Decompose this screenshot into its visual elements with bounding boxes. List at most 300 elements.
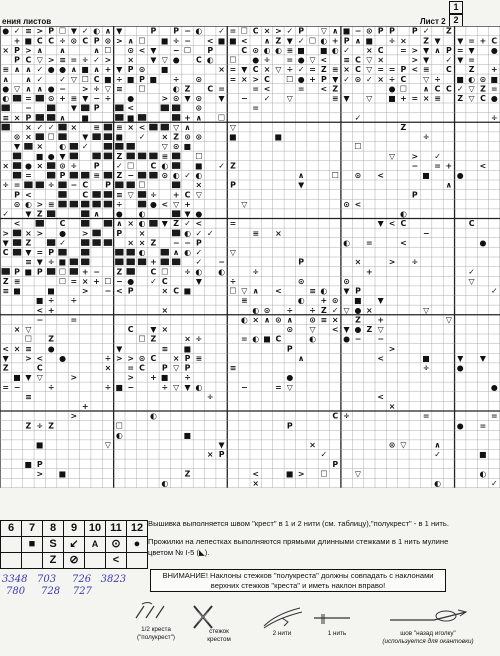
stitch-cell-symbol: × [241,74,248,84]
stitch-cell-symbol: > [116,353,123,363]
stitch-cell-symbol: ◐ [434,479,441,488]
stitch-cell-symbol: P [207,45,214,55]
stitch-cell-symbol: < [127,103,134,113]
stitch-cell-symbol: ● [456,421,464,431]
stitch-cell-symbol: ⊙ [309,315,316,325]
stitch-cell-filled [104,172,112,179]
stitch-cell-symbol: × [263,65,271,75]
stitch-cell-symbol: × [252,315,259,325]
stitch-cell-symbol: ≡ [59,55,66,65]
stitch-cell-symbol: C [25,55,32,65]
stitch-cell-symbol: ⊙ [343,276,350,286]
stitch-cell-symbol: ≡ [116,190,123,200]
page-number-2[interactable]: 2 [449,14,463,27]
stitch-cell-symbol: = [275,382,282,392]
stitch-cell-symbol: < [36,305,44,315]
stitch-cell-filled [104,191,112,198]
stitch-cell-symbol: ▼ [150,325,157,335]
stitch-cell-symbol: ÷ [70,161,78,171]
stitch-cell-symbol: > [81,286,89,296]
stitch-cell-filled [2,105,10,112]
stitch-cell-symbol: − [93,94,100,104]
stitch-cell-symbol: < [331,325,339,335]
stitch-cell-symbol: ☐ [104,276,112,286]
stitch-cell-filled [104,220,112,227]
stitch-cell-symbol: ⊙ [354,74,362,84]
stitch-cell-symbol: ✓ [491,286,498,296]
stitch-cell-symbol: × [138,238,146,248]
stitch-cell-symbol: ∧ [104,26,112,36]
stitch-cell-symbol: ☐ [161,267,169,277]
stitch-cell-symbol: ▽ [241,286,248,296]
stitch-cell-symbol: ÷ [229,276,237,286]
stitch-cell-symbol: ● [59,353,66,363]
stitch-cell-symbol: ▼ [161,219,168,229]
stitch-cell-symbol: ≡ [25,257,32,267]
stitch-cell-symbol: ■ [490,74,499,84]
stitch-cell-symbol: P [298,26,305,36]
stitch-cell-filled [70,201,78,208]
stitch-cell-symbol: − [377,334,384,344]
stitch-cell-symbol: + [47,305,55,315]
stitch-cell-symbol: ÷ [93,84,100,94]
stitch-cell-symbol: Z [2,276,9,286]
stitch-cell-symbol: ▽ [36,373,43,383]
stitch-cell-symbol: = [468,36,475,46]
hand-code: 726 [72,574,92,585]
stitch-cell-symbol: ⊙ [195,132,203,142]
stitch-cell-filled [172,153,180,160]
stitch-cell-symbol: P [230,180,236,190]
stitch-cell-symbol: Z [2,363,9,373]
stitch-cell-symbol: ☐ [24,334,32,344]
stitch-cell-symbol: ▼ [70,26,77,36]
stitch-cell-symbol: ✓ [434,450,441,460]
stitch-cell-symbol: < [206,36,214,46]
stitch-cell-symbol: C [241,45,248,55]
stitch-cell-symbol: Z [36,209,43,219]
stitch-cell-symbol: ● [47,84,55,94]
stitch-cell-symbol: ◐ [115,430,123,440]
stitch-cell-symbol: ● [456,363,464,373]
stitch-cell-symbol: ∧ [25,84,32,94]
stitch-cell-symbol: = [468,55,475,65]
stitch-cell-symbol: ▽ [173,382,180,392]
stitch-cell-symbol: × [127,122,134,132]
stitch-cell-symbol: ∧ [93,65,100,75]
stitch-cell-symbol: ✓ [59,74,66,84]
legend-sym [1,537,22,553]
stitch-cell-filled [138,259,146,266]
stitch-cell-filled [149,172,157,179]
stitch-cell-symbol: ● [297,74,305,84]
stitch-cell-symbol: ▽ [241,199,248,209]
legend-sym: ↙ [64,537,85,553]
stitch-cell-symbol: ■ [183,286,192,296]
stitch-cell-symbol: ∧ [252,286,259,296]
stitch-cell-filled [104,153,112,160]
stitch-cell-symbol: ■ [365,36,374,46]
warning-line1: ВНИМАНИЕ! Наклоны стежков "полукреста" должны совпадать с наклонами [162,571,434,580]
stitch-cell-symbol: C [48,36,55,46]
stitch-cell-symbol: C [82,180,89,190]
stitch-cell-symbol: > [36,26,44,36]
stitch-cell-symbol: ■ [126,74,135,84]
stitch-cell-symbol: ▼ [343,94,350,104]
legend-num: 10 [85,521,106,537]
stitch-cell-symbol: ≡ [116,84,123,94]
stitch-cell-symbol: ☐ [218,113,226,123]
stitch-cell-symbol: ∧ [13,65,21,75]
stitch-cell-symbol: + [377,315,384,325]
stitch-cell-symbol: P [150,26,157,36]
stitch-cell-symbol: ÷ [104,353,112,363]
stitch-cell-symbol: > [81,228,89,238]
stitch-cell-symbol: ■ [354,296,362,306]
stitch-cell-symbol: × [377,55,384,65]
stitch-cell-symbol: ● [286,373,294,383]
stitch-cell-filled [149,124,157,131]
one-thread-icon [312,610,352,630]
stitch-cell-symbol: ● [195,209,203,219]
stitch-cell-symbol: C [468,219,475,229]
legend-table [0,520,148,569]
stitch-cell-symbol: P [127,286,134,296]
stitch-cell-filled [161,124,169,131]
stitch-cell-symbol: < [377,353,384,363]
legend-symbol-row [1,553,148,569]
stitch-cell-symbol: P [116,228,123,238]
stitch-cell-symbol: ▼ [59,151,66,161]
stitch-cell-symbol: ✓ [81,142,89,152]
stitch-cell-symbol: Z [400,122,407,132]
stitch-cell-symbol: ◐ [218,267,226,277]
stitch-cell-symbol: ⊙ [331,296,339,306]
stitch-cell-symbol: < [138,122,146,132]
stitch-cell-filled [172,105,180,112]
stitch-cell-symbol: Z [480,84,486,94]
stitch-cell-symbol: ≡ [331,65,339,75]
stitch-cell-symbol: × [184,334,191,344]
stitch-cell-symbol: ÷ [2,180,9,190]
legend-sym [127,553,148,569]
stitch-cell-symbol: ✓ [354,113,362,123]
stitch-cell-symbol: ☐ [115,421,123,431]
stitch-cell-filled [172,114,180,121]
stitch-cell-symbol: ◐ [309,334,316,344]
stitch-cell-symbol: C [2,248,9,258]
sheet-label: Лист 2 [420,17,446,26]
stitch-cell-symbol: > [275,26,282,36]
stitch-cell-symbol: ◐ [195,171,203,181]
stitch-cell-symbol: ■ [13,286,21,296]
stitch-cell-symbol: ☐ [308,36,317,46]
stitch-cell-symbol: P [389,26,395,36]
stitch-cell-filled [58,201,66,208]
stitch-cell-filled [138,114,146,121]
stitch-cell-filled [138,172,146,179]
stitch-cell-symbol: + [81,402,89,412]
stitch-cell-symbol: Z [355,315,361,325]
stitch-cell-symbol: ▽ [400,440,407,450]
stitch-cell-filled [149,153,157,160]
stitch-cell-symbol: ◐ [195,26,203,36]
stitch-cell-symbol: + [331,36,339,46]
stitch-cell-symbol: < [275,286,282,296]
stitch-cell-symbol: ☐ [229,55,237,65]
stitch-cell-symbol: = [456,45,464,55]
stitch-cell-symbol: = [70,315,78,325]
stitch-cell-symbol: − [241,94,248,104]
stitch-cell-symbol: ▼ [332,74,339,84]
stitch-cell-symbol: = [377,65,384,75]
stitch-cell-symbol: > [36,469,44,479]
stitch-cell-symbol: = [479,421,487,431]
stitch-cell-symbol: + [13,36,21,46]
stitch-cell-filled [172,210,180,217]
stitch-cell-symbol: + [172,190,180,200]
stitch-cell-symbol: ◐ [252,334,260,344]
stitch-cell-symbol: × [206,450,214,460]
stitch-cell-symbol: ☐ [229,286,237,296]
stitch-cell-symbol: ∧ [36,84,43,94]
stitch-cell-symbol: = [400,45,407,55]
stitch-cell-symbol: × [13,344,21,354]
stitch-cell-symbol: ✓ [434,151,441,161]
stitch-cell-symbol: ⊙ [13,199,21,209]
stitch-cell-symbol: > [47,55,55,65]
stitch-cell-symbol: ◐ [93,26,101,36]
stitch-cell-symbol: ● [2,26,10,36]
stitch-cell-symbol: > [252,74,259,84]
stitch-cell-symbol: ■ [115,382,124,392]
stitch-cell-symbol: Z [446,26,452,36]
stitch-cell-symbol: ● [59,65,66,75]
stitch-cell-filled [81,239,89,246]
stitch-cell-symbol: ∧ [434,45,441,55]
stitch-cell-symbol: P [377,26,384,36]
stitch-cell-symbol: ☐ [127,161,135,171]
stitch-cell-symbol: + [104,65,112,75]
stitch-cell-symbol: = [70,55,78,65]
stitch-cell-symbol: ▽ [70,74,77,84]
stitch-cell-symbol: ÷ [116,199,123,209]
page-number-1[interactable]: 1 [449,1,463,14]
stitch-cell-symbol: + [491,65,498,75]
stitch-cell-symbol: ▽ [161,55,168,65]
stitch-cell-symbol: P [286,421,293,431]
stitch-cell-symbol: ≡ [286,45,294,55]
stitch-cell-symbol: ≡ [229,363,237,373]
legend-sym: < [106,553,127,569]
stitch-cell-symbol: ▽ [25,325,32,335]
stitch-cell-filled [58,124,66,131]
stitch-cell-symbol: Z [116,151,123,161]
stitch-cell-symbol: P [36,267,43,277]
stitch-cell-symbol: ▼ [184,94,191,104]
stitch-cell-symbol: ◐ [297,296,305,306]
stitch-cell-symbol: ✓ [320,450,328,460]
stitch-cell-symbol: = [388,65,396,75]
stitch-cell-symbol: ✓ [218,26,225,36]
stitch-cell-symbol: C [161,276,168,286]
stitch-cell-symbol: ▼ [298,180,305,190]
stitch-cell-symbol: ÷ [47,180,55,190]
stitch-cell-filled [2,268,10,275]
stitch-cell-symbol: ◐ [399,209,407,219]
stitch-cell-symbol: < [138,45,146,55]
stitch-cell-filled [36,182,44,189]
stitch-cell-filled [172,259,180,266]
stitch-cell-filled [58,191,66,198]
stitch-cell-symbol: Z [184,84,191,94]
stitch-cell-symbol: C [252,65,259,75]
stitch-cell-filled [47,239,55,246]
stitch-cell-filled [58,133,66,140]
stitch-cell-symbol: − [25,103,32,113]
legend-num: 11 [106,521,127,537]
stitch-cell-symbol: ⊙ [138,353,146,363]
stitch-cell-filled [13,249,21,256]
stitch-cell-symbol: ∧ [445,180,453,190]
stitch-cell-symbol: ✓ [36,74,44,84]
stitch-cell-symbol: ■ [422,353,430,363]
stitch-cell-symbol: = [229,26,237,36]
stitch-cell-symbol: ■ [13,373,21,383]
stitch-cell-symbol: Z [48,334,54,344]
stitch-cell-symbol: ÷ [252,267,259,277]
stitch-cell-filled [47,162,55,169]
stitch-cell-symbol: × [161,286,169,296]
stitch-cell-symbol: ■ [183,344,192,354]
stitch-cell-symbol: ✓ [116,161,123,171]
stitch-cell-symbol: ⊙ [195,103,203,113]
stitch-cell-symbol: ◐ [195,267,203,277]
stitch-cell-filled [161,105,169,112]
stitch-cell-symbol: ∧ [434,440,441,450]
stitch-cell-symbol: = [491,84,498,94]
stitch-cell-symbol: C [400,219,407,229]
stitch-cell-filled [138,191,146,198]
stitch-cell-filled [24,182,32,189]
stitch-cell-symbol: × [25,132,32,142]
stitch-cell-symbol: Z [366,325,373,335]
stitch-cell-symbol: ⊙ [343,199,350,209]
stitch-cell-symbol: ▽ [173,363,180,373]
stitch-cell-symbol: P [320,74,327,84]
stitch-cell-symbol: ◐ [184,248,191,258]
stitch-cell-symbol: > [25,353,32,363]
stitch-cell-symbol: ■ [81,113,89,123]
stitch-cell-symbol: ● [490,94,498,104]
stitch-cell-symbol: Z [321,65,327,75]
stitch-cell-symbol: P [25,113,32,123]
stitch-cell-symbol: > [116,36,123,46]
stitch-cell-symbol: ∧ [286,315,293,325]
stitch-cell-symbol: ▽ [377,325,384,335]
stitch-cell-symbol: Z [321,305,327,315]
legend-number-row [1,521,148,537]
stitch-cell-filled [172,182,180,189]
stitch-cell-symbol: = [13,180,21,190]
stitch-cell-filled [104,124,112,131]
stitch-cell-symbol: P [48,26,55,36]
stitch-cell-symbol: ▽ [366,55,373,65]
stitch-cell-filled [115,105,123,112]
stitch-cell-filled [81,105,89,112]
stitch-cell-symbol: × [172,353,180,363]
note-stitch-method: Вышивка выполняется швом "крест" в 1 и 2 нити (см. таблицу),"полукрест" - в 1 нить. [148,519,449,528]
stitch-cell-symbol: − [127,171,134,181]
stitch-cell-symbol: P [173,26,180,36]
stitch-cell-symbol: > [127,373,134,383]
legend-sym: ■ [22,537,43,553]
stitch-cell-symbol: − [36,315,44,325]
stitch-cell-symbol: ▼ [116,65,123,75]
stitch-cell-symbol: P [445,45,452,55]
legend-symbol-row [1,537,148,553]
stitch-cell-symbol: ▽ [423,74,430,84]
stitch-cell-symbol: − [184,36,191,46]
stitch-cell-filled [149,220,157,227]
stitch-cell-symbol: ≡ [116,122,123,132]
stitch-cell-symbol: ≡ [93,171,100,181]
stitch-cell-symbol: P [286,344,293,354]
stitch-cell-symbol: ● [252,55,260,65]
stitch-cell-symbol: ▼ [184,209,191,219]
stitch-cell-symbol: + [184,113,191,123]
stitch-cell-symbol: + [93,276,100,286]
legend-sym: ⊘ [64,553,85,569]
stitch-cell-symbol: ☐ [138,334,146,344]
stitch-cell-symbol: < [195,219,203,229]
stitch-cell-symbol: ● [490,382,498,392]
stitch-cell-symbol: × [422,94,430,104]
stitch-cell-symbol: ◐ [206,55,214,65]
legend-num: 6 [1,521,22,537]
stitch-cell-symbol: C [445,84,452,94]
stitch-cell-symbol: Z [173,132,179,142]
stitch-cell-filled [70,143,78,150]
stitch-cell-symbol: ≡ [2,286,9,296]
stitch-cell-symbol: ■ [126,113,135,123]
stitch-cell-symbol: Z [457,94,464,104]
stitch-cell-symbol: × [81,276,89,286]
stitch-cell-symbol: P [36,459,43,469]
stitch-cell-symbol: ● [47,151,55,161]
stitch-cell-symbol: P [14,190,20,200]
stitch-cell-symbol: > [411,151,419,161]
stitch-cell-symbol: ≡ [93,122,100,132]
stitch-cell-symbol: < [25,190,32,200]
stitch-cell-symbol: ÷ [286,305,294,315]
stitch-cell-symbol: ÷ [388,74,396,84]
stitch-cell-symbol: < [320,55,328,65]
stitch-cell-filled [13,153,21,160]
stitch-cell-symbol: + [150,373,157,383]
stitch-cell-symbol: × [275,228,282,238]
stitch-cell-symbol: ⊙ [138,65,146,75]
stitch-cell-symbol: ∧ [36,45,43,55]
stitch-cell-symbol: ◐ [59,142,66,152]
stitch-cell-symbol: − [116,276,123,286]
stitch-cell-symbol: ≡ [320,315,328,325]
stitch-cell-symbol: ● [24,161,32,171]
stitch-cell-symbol: C [184,190,191,200]
stitch-cell-filled [127,268,135,275]
stitch-cell-filled [92,191,100,198]
stitch-cell-symbol: + [59,94,66,104]
